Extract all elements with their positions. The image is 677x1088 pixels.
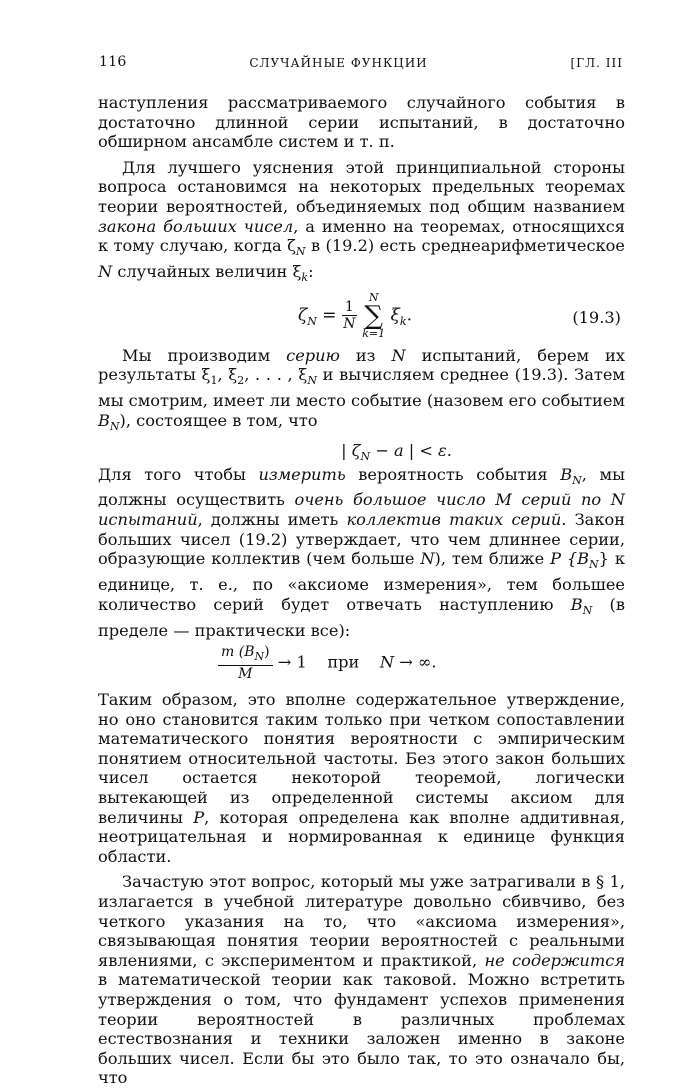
- paragraph-6: Зачастую этот вопрос, который мы уже затрагивали в § 1, излагается в учебной литературе довольно сбивчиво, без четкого указания на то, что «аксиома измерения», связывающая понятия теории вероятностей с реальными явлениями, с экспериментом и практикой, не содержится в математической теории как таковой. Можно встретить утверждения о том, что фундамент успехов применения теории вероятностей в различных проблемах естествознания и техники заложен именно в законе больших чисел. Если бы это было так, то это означало бы, что: [98, 872, 625, 1088]
- paragraph-5: Таким образом, это вполне содержательное утверждение, но оно становится таким только при четком сопоставлении математического понятия вероятности с эмпирическим понятием относительной частоты. Без этого закон больших чисел остается некоторой теоремой, логически вытекающей из определенной системы аксиом для величины P, которая определена как вполне аддитивная, неотрицательная и нормированная к единице функция области.: [98, 690, 625, 866]
- equation-inequality: | $\zeta_N - a$ | < ε.: [341, 440, 452, 463]
- term-law-large-numbers: закона больших чисел: [98, 216, 294, 236]
- paragraph-2: Для лучшего уяснения этой принципиальной стороны вопроса остановимся на некоторых предельных теоремах теории вероятностей, объединяемых под общим названием закона больших чисел, а именно на теоремах, относящихся к тому случаю, когда $\zeta_N$ в (19.2) есть среднеарифметическое N случайных величин $\xi_k$:: [98, 157, 625, 285]
- page-number: 116: [99, 54, 127, 70]
- equation-limit: $\frac{m (B_N)}{M}$ → 1 при N → ∞.: [98, 640, 625, 690]
- paragraph-1: наступления рассматриваемого случайного события в достаточно длинной серии испытаний, в достаточно обширном ансамбле систем и т. п.: [98, 93, 625, 152]
- equation-19-3: $\zeta_N$ = $\frac{1}{N}$ N ∑ k=1 $\xi_k$. (19.3): [298, 290, 621, 340]
- page-body: [98, 93, 625, 1088]
- equation-label: (19.3): [572, 307, 621, 327]
- paragraph-3: Мы производим серию из N испытаний, берем их результаты $\xi_1$, $\xi_2$, . . . , $\xi_N$ и вычисляем среднее (19.3). Затем мы смотрим, имеет ли место событие (назовем его событием $B_N$), состоящее в том, что: [98, 345, 626, 434]
- chapter-label: [ГЛ. III: [570, 56, 623, 70]
- running-title: СЛУЧАЙНЫЕ ФУНКЦИИ: [249, 56, 428, 70]
- paragraph-4: Для того чтобы измерить вероятность события $B_N$, мы должны осуществить очень большое число M серий по N испытаний, должны иметь коллектив таких серий. Закон больших чисел (19.2) утверждает, что чем длиннее серии, образующие коллектив (чем больше N), тем ближе P $\{B_N\}$ к единице, т. е., по «аксиоме измерения», тем большее количество серий будет отвечать наступлению $B_N$ (в пределе — практически все):: [98, 464, 625, 640]
